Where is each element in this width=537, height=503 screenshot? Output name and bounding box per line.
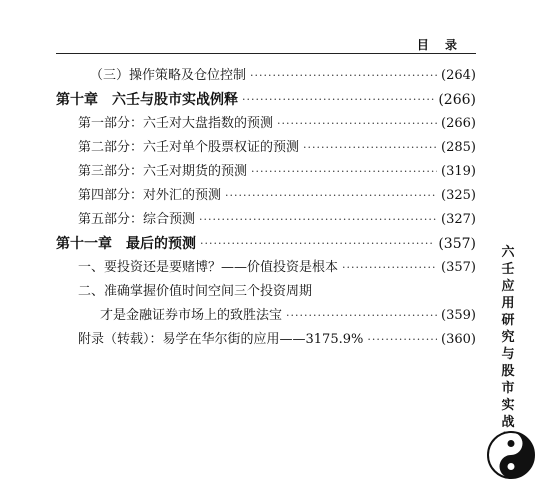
side-title-char: 六 (501, 245, 515, 260)
toc-entry[interactable] (56, 256, 476, 280)
dot-leader (342, 256, 437, 280)
dot-leader (251, 160, 437, 184)
dot-leader (225, 184, 437, 208)
toc-entry-page: (357) (441, 260, 476, 275)
toc-entry[interactable] (56, 160, 476, 184)
page-header-title: 目 录 (416, 38, 463, 52)
toc-entry-title: 第四部分：对外汇的预测 (78, 188, 222, 203)
toc-entry-page: (359) (441, 308, 476, 323)
toc-entry-continuation[interactable] (56, 304, 476, 328)
side-title-char: 用 (501, 296, 515, 311)
toc-entry-page: (319) (441, 164, 476, 179)
table-of-contents (56, 64, 476, 352)
toc-entry[interactable] (56, 112, 476, 136)
toc-chapter-title: 第十一章 最后的预测 (56, 236, 196, 252)
side-title-char: 应 (501, 279, 515, 294)
toc-chapter-page: (266) (438, 92, 476, 108)
toc-appendix[interactable] (56, 328, 476, 352)
toc-entry-title: 才是金融证券市场上的致胜法宝 (100, 308, 283, 323)
dot-leader (250, 64, 437, 88)
toc-entry-title: 附录（转载）：易学在华尔街的应用——3175.9% (78, 332, 364, 347)
toc-entry[interactable] (56, 280, 476, 304)
dot-leader (277, 112, 437, 136)
side-title-char: 壬 (501, 262, 515, 277)
header-rule (56, 53, 476, 54)
dot-leader (286, 304, 437, 328)
toc-entry-page: (327) (441, 212, 476, 227)
taiji-icon (486, 430, 536, 480)
dot-leader (367, 328, 437, 352)
toc-entry-title: 第五部分：综合预测 (78, 212, 196, 227)
dot-leader (242, 88, 434, 112)
toc-chapter[interactable] (56, 232, 476, 256)
toc-entry-page: (285) (441, 140, 476, 155)
toc-chapter[interactable] (56, 88, 476, 112)
toc-entry[interactable] (56, 136, 476, 160)
dot-leader (199, 208, 437, 232)
toc-chapter-title: 第十章 六壬与股市实战例释 (56, 92, 238, 108)
side-title-char: 市 (501, 381, 515, 396)
toc-entry[interactable] (56, 184, 476, 208)
side-title-char: 战 (501, 415, 515, 430)
toc-entry-page: (264) (441, 68, 476, 83)
toc-entry-title: 第二部分：六壬对单个股票权证的预测 (78, 140, 300, 155)
side-title-char: 股 (501, 364, 515, 379)
toc-entry-title: 一、要投资还是要赌博？——价值投资是根本 (78, 260, 339, 275)
toc-entry-page: (325) (441, 188, 476, 203)
toc-entry[interactable] (56, 208, 476, 232)
side-title-char: 究 (501, 330, 515, 345)
side-title-char: 研 (501, 313, 515, 328)
toc-entry-page: (360) (441, 332, 476, 347)
side-title-char: 与 (501, 347, 515, 362)
toc-entry-title: 二、准确掌握价值时间空间三个投资周期 (78, 284, 313, 299)
toc-entry-title: （三）操作策略及仓位控制 (90, 68, 247, 83)
dot-leader (303, 136, 437, 160)
toc-entry-page: (266) (441, 116, 476, 131)
toc-entry[interactable] (56, 64, 476, 88)
side-title-char: 实 (501, 398, 515, 413)
dot-leader (200, 232, 434, 256)
toc-entry-title: 第一部分：六壬对大盘指数的预测 (78, 116, 274, 131)
toc-entry-title: 第三部分：六壬对期货的预测 (78, 164, 248, 179)
toc-chapter-page: (357) (438, 236, 476, 252)
